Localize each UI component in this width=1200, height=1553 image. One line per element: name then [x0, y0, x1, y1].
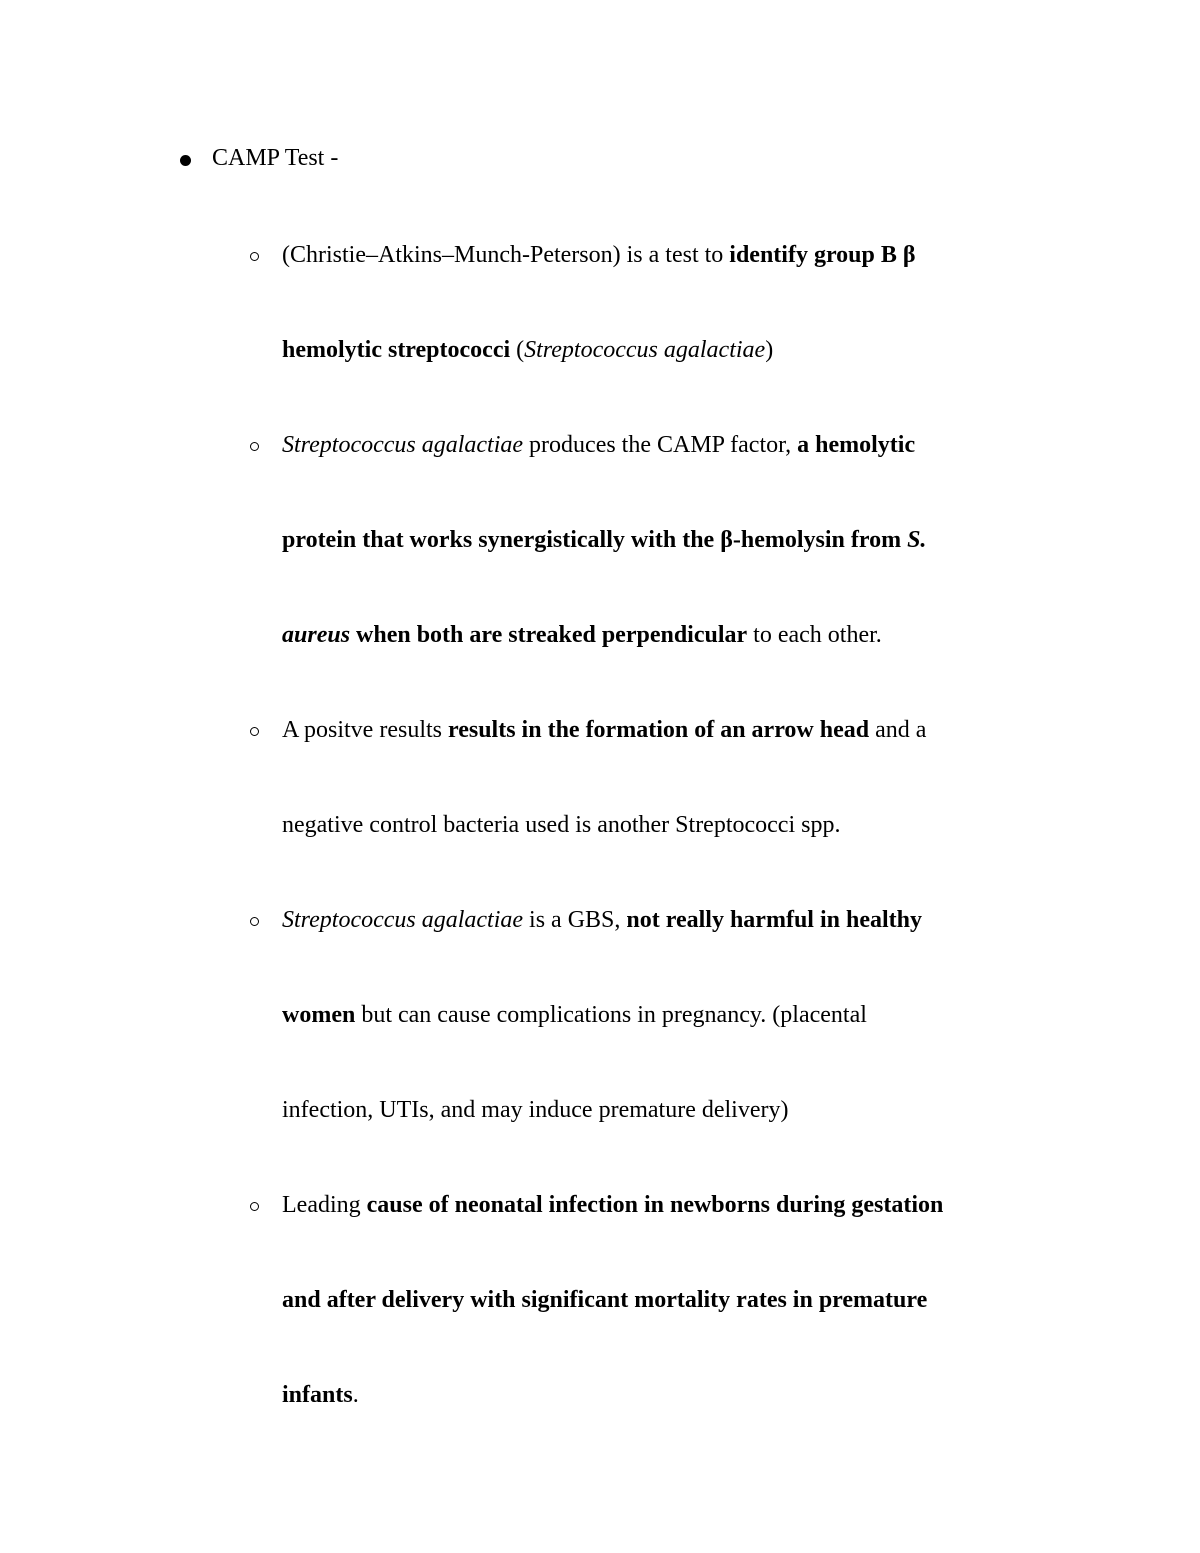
- text-run: aureus: [282, 622, 351, 648]
- text-run: women: [282, 1002, 356, 1028]
- text-run: and a: [869, 717, 927, 743]
- heading-text: CAMP Test -: [212, 145, 339, 171]
- list-item-line: [282, 525, 926, 555]
- text-run: (: [510, 337, 525, 363]
- bullet-hollow-icon: [250, 442, 259, 451]
- text-run: is a GBS,: [523, 907, 627, 933]
- text-run: and after delivery with significant mortality rates in premature: [282, 1287, 928, 1313]
- list-item-line: [282, 1000, 867, 1030]
- text-run: but can cause complications in pregnancy. (placental: [355, 1002, 867, 1028]
- text-run: produces the CAMP factor,: [523, 432, 798, 458]
- text-run: negative control bacteria used is another Streptococci spp.: [282, 812, 841, 838]
- list-item-line: [282, 240, 916, 270]
- list-item-line: [282, 335, 773, 365]
- text-run: identify group B β: [729, 242, 916, 268]
- list-item-line: [282, 810, 840, 840]
- list-item-line: [282, 620, 882, 650]
- text-run: ): [765, 337, 774, 363]
- text-run: Streptococcus agalactiae: [282, 432, 524, 458]
- bullet-filled-icon: [180, 155, 191, 166]
- list-item-line: [282, 1285, 927, 1315]
- text-run: .: [352, 1382, 359, 1408]
- list-item-line: [282, 1095, 788, 1125]
- text-run: to each other.: [747, 622, 882, 648]
- text-run: a hemolytic: [797, 432, 916, 458]
- list-item-line: [282, 430, 915, 460]
- bullet-hollow-icon: [250, 917, 259, 926]
- text-run: when both are streaked perpendicular: [350, 622, 748, 648]
- text-run: results in the formation of an arrow head: [448, 717, 870, 743]
- text-run: S.: [907, 527, 927, 553]
- list-item-line: [282, 715, 926, 745]
- bullet-hollow-icon: [250, 1202, 259, 1211]
- list-item-line: [282, 1190, 943, 1220]
- text-run: protein that works synergistically with the β-hemolysin from: [282, 527, 908, 553]
- list-item-line: [282, 905, 922, 935]
- list-item-line: [282, 1380, 359, 1410]
- text-run: hemolytic streptococci: [282, 337, 511, 363]
- text-run: (Christie–Atkins–Munch-Peterson) is a test to: [282, 242, 730, 268]
- text-run: A positve results: [282, 717, 448, 743]
- bullet-hollow-icon: [250, 727, 259, 736]
- text-run: not really harmful in healthy: [626, 907, 922, 933]
- text-run: Leading: [282, 1192, 367, 1218]
- text-run: Streptococcus agalactiae: [282, 907, 524, 933]
- bullet-hollow-icon: [250, 252, 259, 261]
- text-run: infants: [282, 1382, 353, 1408]
- text-run: infection, UTIs, and may induce premature delivery): [282, 1097, 789, 1123]
- text-run: Streptococcus agalactiae: [524, 337, 766, 363]
- text-run: cause of neonatal infection in newborns during gestation: [366, 1192, 944, 1218]
